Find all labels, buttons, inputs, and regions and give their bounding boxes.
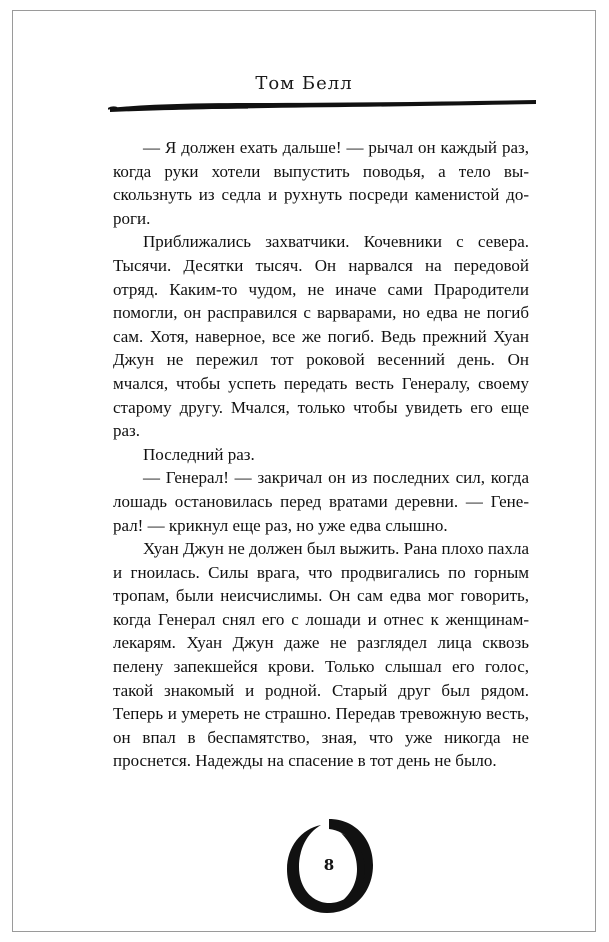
- paragraph: — Генерал! — закричал он из последних сил, когда лошадь остановилась перед вратами деревни. — Генерал! — крикнул еще раз, но уже едва слышно.: [113, 468, 529, 535]
- brush-stroke-divider: [108, 95, 538, 117]
- paragraph: Приближались захватчики. Кочевники с севера. Тысячи. Десятки тысяч. Он нарвался на передовой отряд. Каким-то чудом, не иначе сами Прародители помогли, он расправился с варварами, но едва не погиб сам. Хотя, наверное, все же погиб. Ведь прежний Хуан Джун не пережил тот роковой весенний день. Он мчался, чтобы успеть передать весть Генералу, своему старому другу. Мчался, только чтобы увидеть его еще раз.: [113, 232, 529, 441]
- paragraph: — Я должен ехать дальше! — рычал он каждый раз, когда руки хотели выпустить поводья, а тело выскользнуть из седла и рухнуть посреди каменистой дороги.: [113, 138, 529, 228]
- paragraph: Последний раз.: [143, 444, 255, 464]
- page-number: 8: [323, 856, 335, 874]
- paragraph: Хуан Джун не должен был выжить. Рана плохо пахла и гноилась. Силы врага, что продвигались по горным тропам, были неисчислимы. Он сам едва мог говорить, когда Генерал снял его с лошади и отнес к женщинам-лекарям. Хуан Джун даже не разглядел лица сквозь пелену запекшейся крови. Только слышал его голос, такой знакомый и родной. Старый друг был рядом. Теперь и умереть не страшно. Передав тревожную весть, он впал в беспамятство, зная, что уже никогда не проснется. Надежды на спасение в тот день не было.: [113, 539, 529, 771]
- page-number-ornament: [281, 813, 377, 917]
- running-head-author: Том Белл: [255, 73, 353, 94]
- body-text: [113, 136, 529, 773]
- book-page: [12, 10, 596, 932]
